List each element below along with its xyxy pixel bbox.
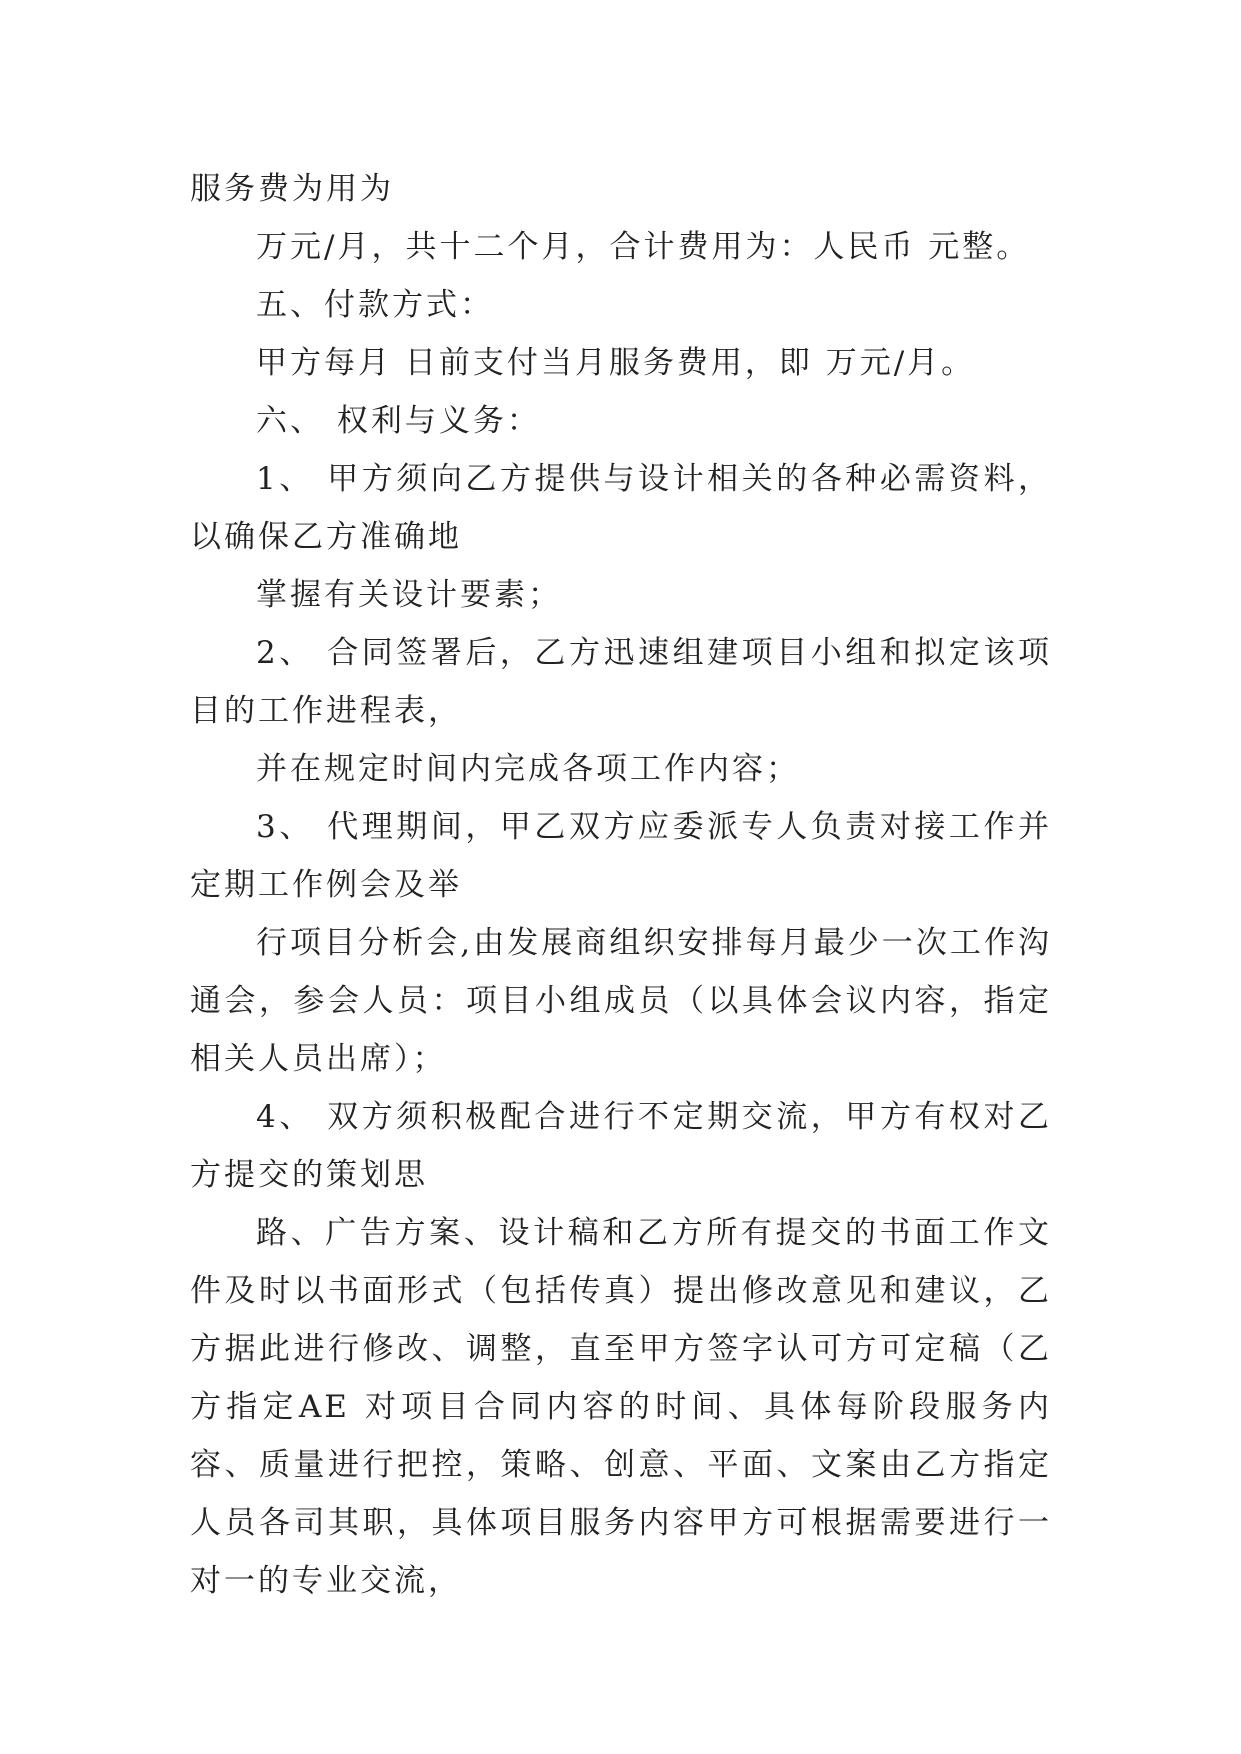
clause-3-continued: 行项目分析会,由发展商组织安排每月最少一次工作沟通会，参会人员：项目小组成员（以具体会议内容，指定相关人员出席）； — [190, 925, 1052, 1077]
clause-3: 3、 代理期间，甲乙双方应委派专人负责对接工作并定期工作例会及举 — [190, 809, 1052, 903]
paragraph-service-fee: 服务费为用为 — [190, 171, 394, 207]
clause-1: 1、 甲方须向乙方提供与设计相关的各种必需资料，以确保乙方准确地 — [190, 461, 1052, 555]
paragraph-payment-terms: 甲方每月 日前支付当月服务费用，即 万元/月。 — [256, 345, 976, 381]
clause-2-continued: 并在规定时间内完成各项工作内容； — [256, 751, 800, 787]
paragraph-fee-total: 万元/月，共十二个月，合计费用为：人民币 元整。 — [256, 229, 1031, 265]
clause-2: 2、 合同签署后，乙方迅速组建项目小组和拟定该项目的工作进程表， — [190, 635, 1052, 729]
clause-4: 4、 双方须积极配合进行不定期交流，甲方有权对乙方提交的策划思 — [190, 1099, 1052, 1193]
document-body — [190, 160, 1052, 1610]
section-heading-payment: 五、付款方式： — [256, 287, 494, 323]
section-heading-rights: 六、 权利与义务： — [256, 403, 541, 439]
clause-4-continued: 路、广告方案、设计稿和乙方所有提交的书面工作文件及时以书面形式（包括传真）提出修改意见和建议，乙方据此进行修改、调整，直至甲方签字认可方可定稿（乙方指定AE 对项目合同内容的时间、具体每阶段服务内容、质量进行把控，策略、创意、平面、文案由乙方指定人员各司其职，具体项目服务内容甲方可根据需要进行一对一的专业交流， — [190, 1215, 1052, 1599]
clause-1-continued: 掌握有关设计要素； — [256, 577, 562, 613]
